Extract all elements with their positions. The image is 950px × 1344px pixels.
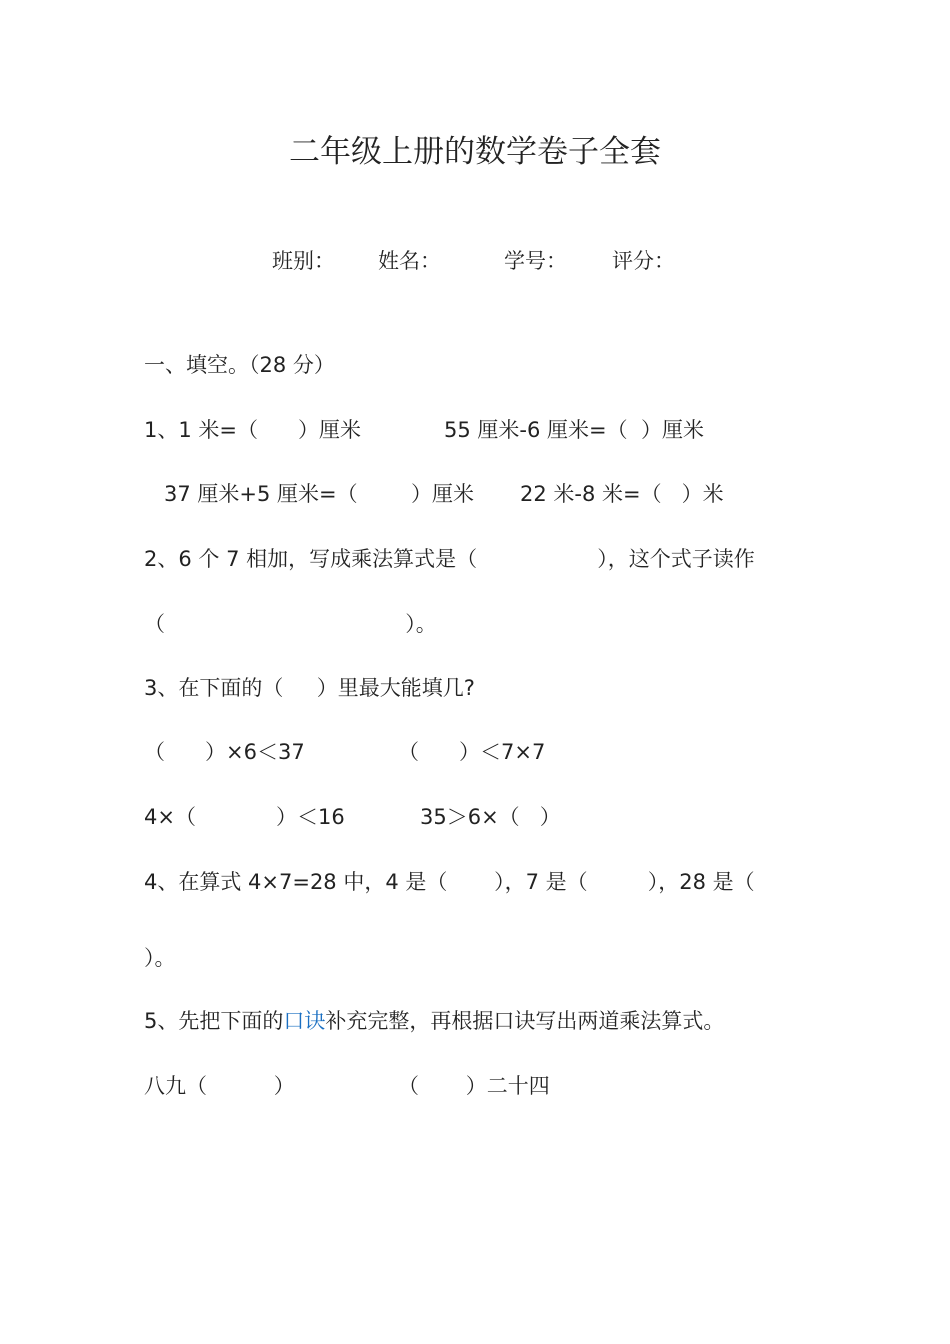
q3-item-d: 35＞6×（ ）	[420, 805, 561, 829]
q5-item-a: 八九（ ）	[144, 1074, 295, 1098]
section-heading: 一、填空。（28 分）	[144, 353, 335, 377]
q5-stem-before: 5、先把下面的	[144, 1009, 284, 1033]
q5-stem	[144, 1007, 724, 1035]
q5-item-b: （ ）二十四	[398, 1074, 550, 1098]
q3-stem: 3、在下面的（ ）里最大能填几?	[144, 676, 475, 700]
q1-item-d: 22 米-8 米=（ ）米	[520, 482, 724, 506]
q5-stem-after: 补充完整，再根据口诀写出两道乘法算式。	[325, 1009, 725, 1033]
q3-item-a: （ ）×6＜37	[144, 740, 305, 764]
koujue-link[interactable]: 口诀	[283, 1009, 326, 1033]
class-label: 班别：	[272, 249, 335, 273]
q1-item-c: 37 厘米+5 厘米=（ ）厘米	[164, 482, 475, 506]
score-label: 评分：	[612, 249, 675, 273]
student-number-label: 学号：	[504, 249, 567, 273]
q4-line-2: ）。	[144, 946, 176, 970]
q2-line-1: 2、6 个 7 相加，写成乘法算式是（ ），这个式子读作	[144, 547, 755, 571]
q1-item-b: 55 厘米-6 厘米=（ ）厘米	[444, 418, 704, 442]
q1-item-a: 1、1 米=（ ）厘米	[144, 418, 362, 442]
q3-item-b: （ ）＜7×7	[398, 740, 546, 764]
page-title: 二年级上册的数学卷子全套	[289, 134, 661, 170]
q4-line-1: 4、在算式 4×7=28 中，4 是（ ），7 是（ ），28 是（	[144, 870, 755, 894]
q2-line-2: （ ）。	[144, 612, 437, 636]
q3-item-c: 4×（ ）＜16	[144, 805, 345, 829]
name-label: 姓名：	[378, 249, 441, 273]
